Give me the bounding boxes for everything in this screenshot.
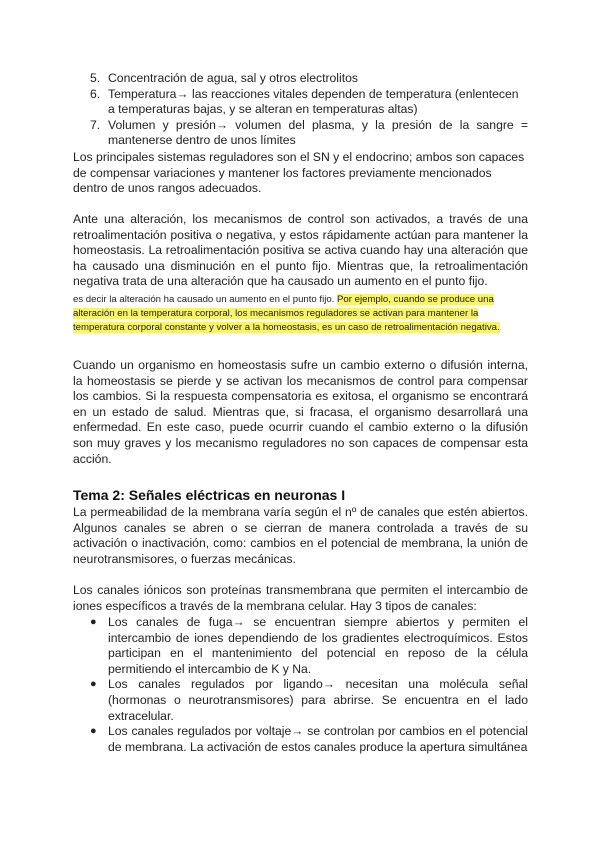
bullet-item-voltage-channels — [73, 724, 528, 755]
section-title: Tema 2: Señales eléctricas en neuronas I — [73, 487, 346, 503]
bullet-list — [73, 615, 528, 755]
list-item-6: 6. Temperatura→ las reacciones vitales dependen de temperatura (enlentecen a temperaturas bajas, y se alteran en temperaturas altas) — [90, 86, 519, 117]
annotation-note — [73, 293, 528, 334]
bullet-text: Los canales de fuga→ se encuentran siempre abiertos y permiten el intercambio de iones dependiendo de los gradientes electroquímicos. Estos participan en el mantenimiento del potencial en reposo de la célula permitiendo el intercambio de K y Na. — [108, 615, 528, 676]
list-item-text: Concentración de agua, sal y otros electrolitos — [108, 71, 358, 85]
bullet-icon: ● — [90, 725, 97, 738]
list-item-text: Temperatura→ las reacciones vitales dependen de temperatura (enlentecen a temperaturas bajas, y se alteran en temperaturas altas) — [108, 86, 519, 117]
bullet-icon: ● — [90, 616, 97, 628]
bullet-icon: ● — [90, 678, 97, 691]
paragraph-permeability: La permeabilidad de la membrana varía según el nº de canales que estén abiertos. Algunos canales se abren o se cierran de manera controlada a través de su activación o inactivación, como: cambios en el potencial de membrana, la unión de neurotransmisores, o fuerzas mecánicas. — [73, 505, 528, 566]
note-plain-text: es decir la alteración ha causado un aumento en el punto fijo. — [73, 294, 338, 305]
paragraph-channels: Los canales iónicos son proteínas transmembrana que permiten el intercambio de iones específicos a través de la membrana celular. Hay 3 tipos de canales: — [73, 583, 528, 613]
bullet-item-ligand-channels — [73, 677, 528, 724]
bullet-text: Los canales regulados por ligando→ necesitan una molécula señal (hormonas o neurotransmisores) para abrirse. Se encuentra en el lado extracelular. — [108, 677, 528, 723]
paragraph-feedback: Ante una alteración, los mecanismos de control son activados, a través de una retroalimentación positiva o negativa, y estos rápidamente actúan para mantener la homeostasis. La retroalimentación positiva se activa cuando hay una alteración que ha causado una disminución en el punto fijo. Mientras que, la retroalimentación negativa trata de una alteración que ha causado un aumento en el punto fijo. — [73, 212, 528, 289]
bullet-text: Los canales regulados por voltaje→ se controlan por cambios en el potencial de membrana. La activación de estos canales produce la apertura simultánea — [108, 724, 528, 754]
bullet-item-leak-channels — [73, 615, 528, 677]
highlighted-note: Por ejemplo, cuando se produce una alteración en la temperatura corporal, los mecanismos reguladores se activan para mantener la temperatura corporal constante y volver a la homeostasis, es un caso de retroalimentación negativa. — [73, 294, 500, 333]
paragraph-change: Cuando un organismo en homeostasis sufre un cambio externo o difusión interna, la homeostasis se pierde y se activan los mecanismos de control para compensar los cambios. Si la respuesta compensatoria es exitosa, el organismo se encontrará en un estado de salud. Mientras que, si fracasa, el organismo desarrollará una enfermedad. En este caso, puede ocurrir cuando el cambio externo o la difusión son muy graves y los mecanismo reguladores no son capaces de compensar esta acción. — [73, 358, 528, 466]
paragraph-regulators: Los principales sistemas reguladores son el SN y el endocrino; ambos son capaces de compensar variaciones y mantener los factores previamente mencionados dentro de unos rangos adecuados. — [73, 150, 525, 196]
list-item-text: Volumen y presión→ volumen del plasma, y la presión de la sangre = mantenerse dentro de unos límites — [108, 117, 528, 148]
numbered-list — [73, 71, 528, 149]
list-item-7: 7. Volumen y presión→ volumen del plasma, y la presión de la sangre = mantenerse dentro de unos límites — [90, 117, 528, 148]
list-item-5: 5. Concentración de agua, sal y otros electrolitos — [90, 71, 358, 85]
